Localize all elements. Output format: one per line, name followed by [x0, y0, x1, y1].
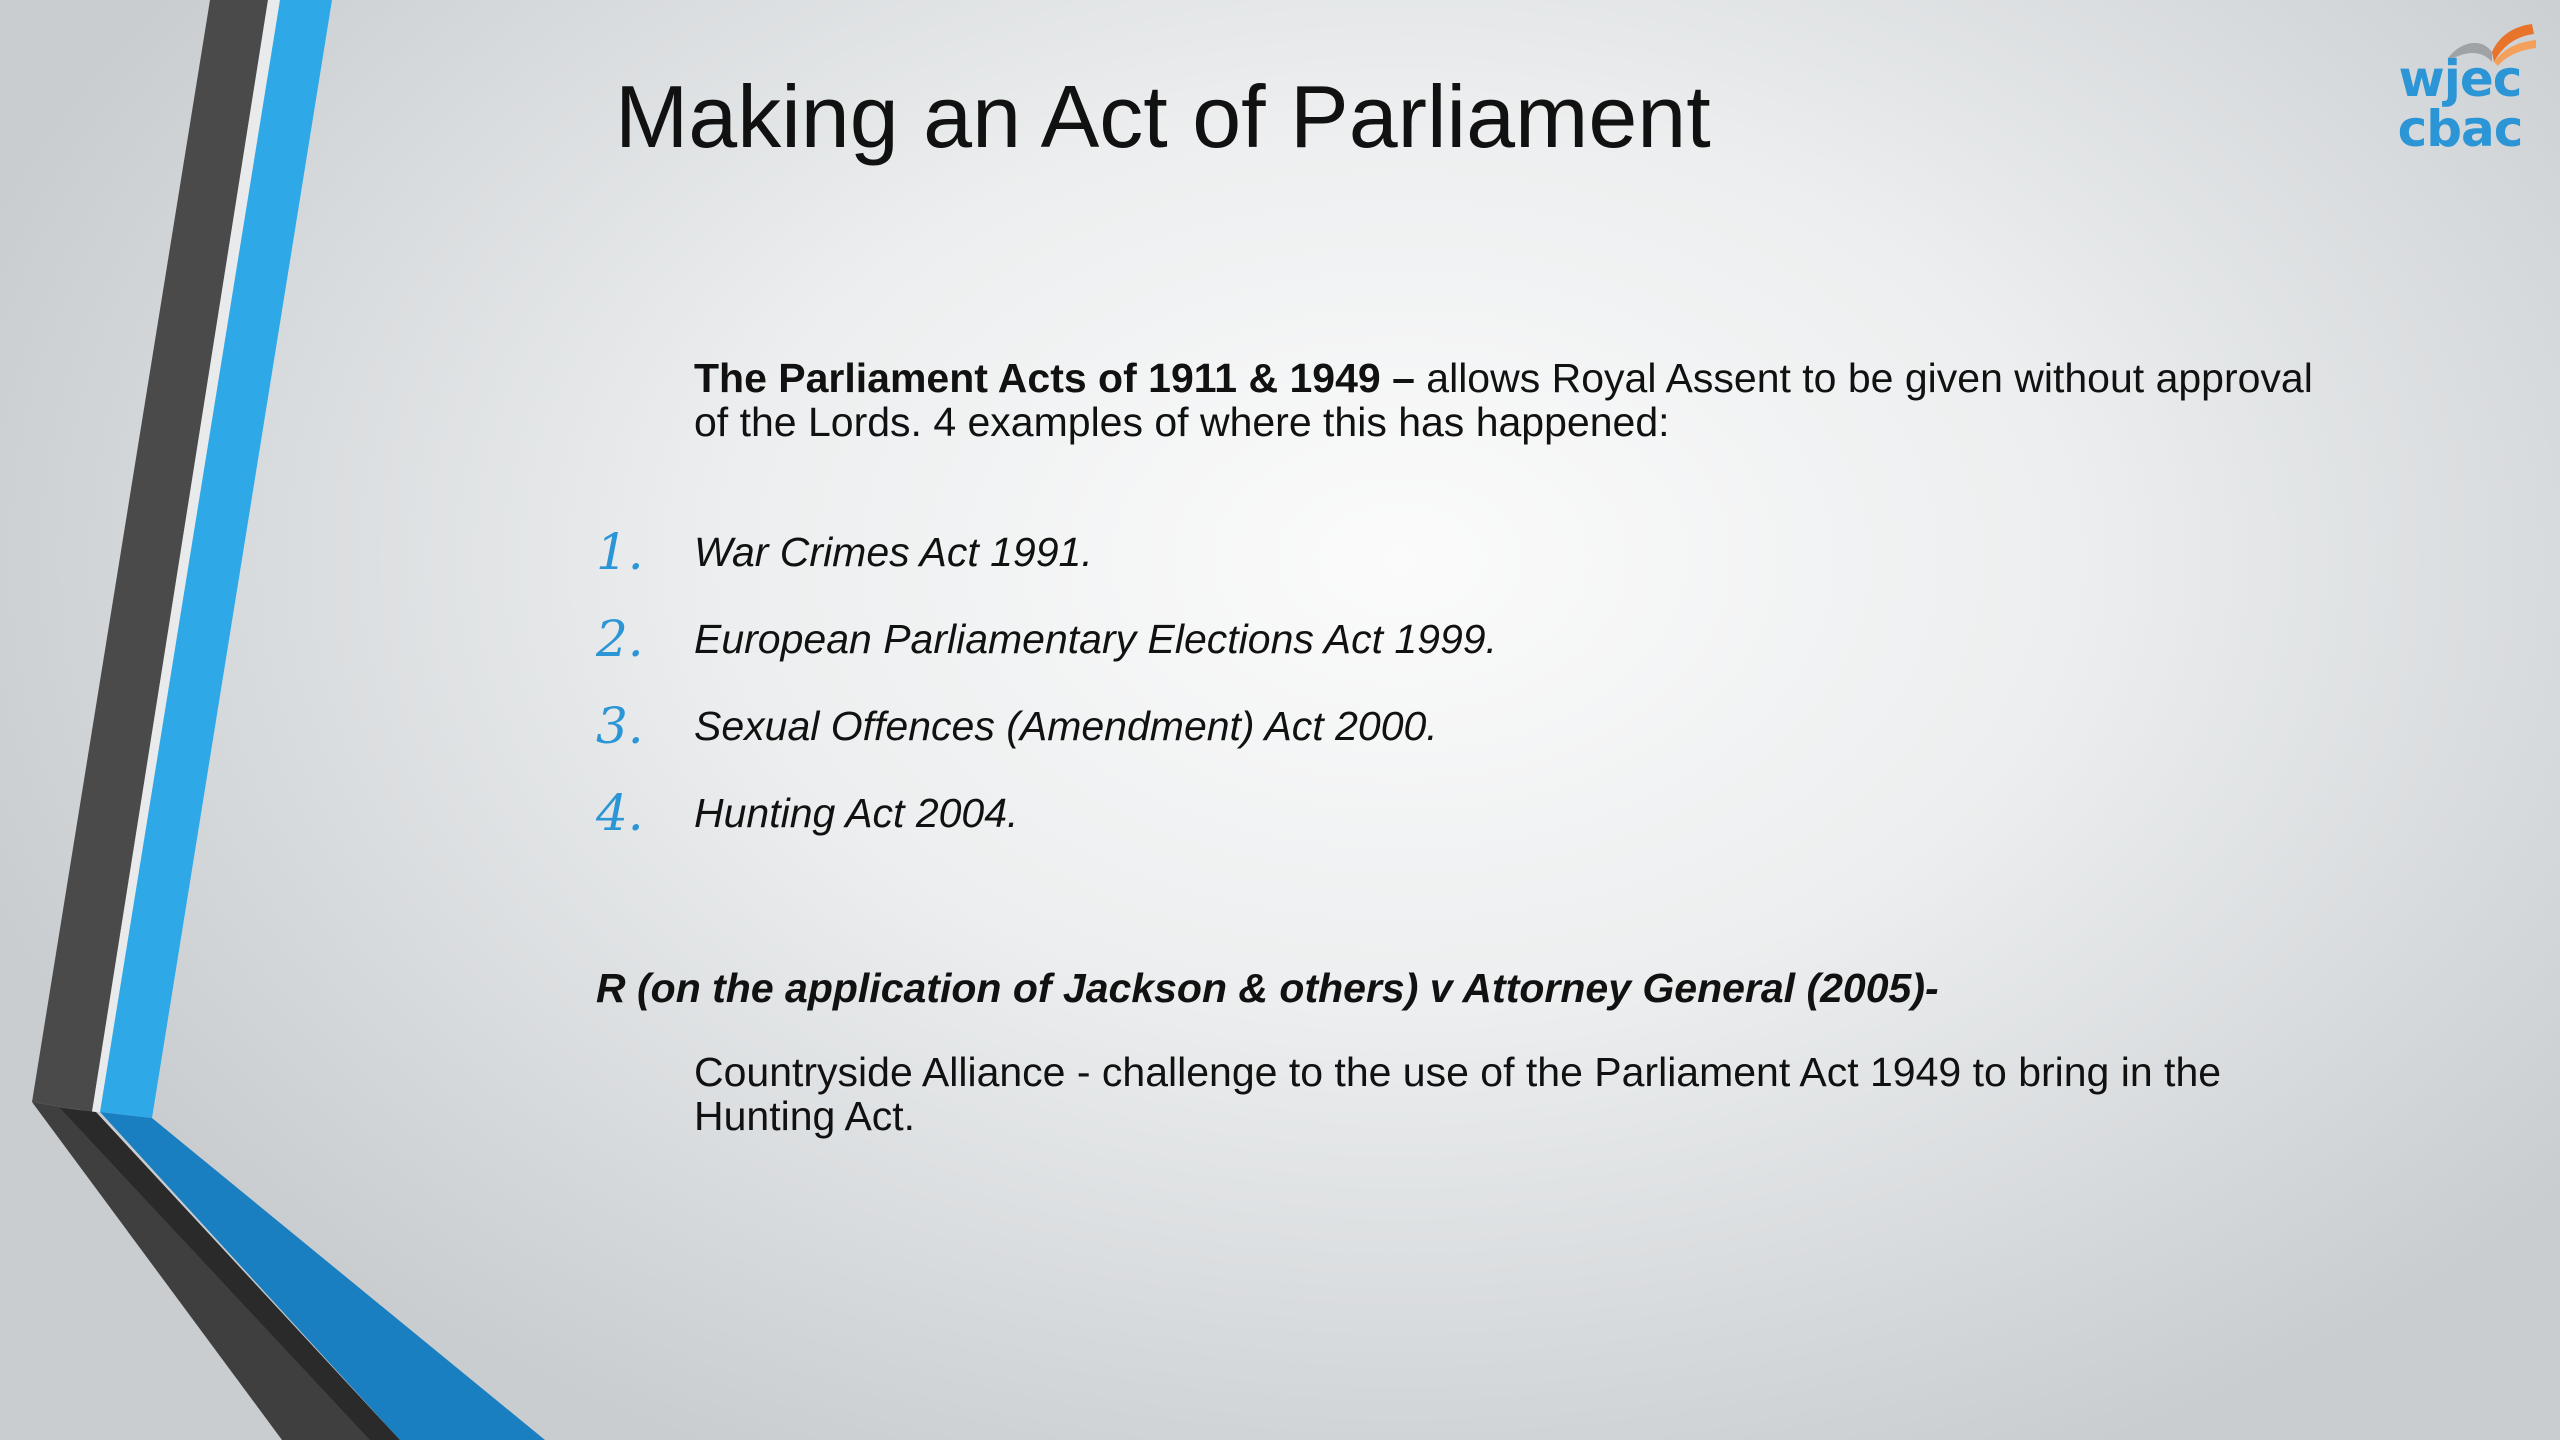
- list-text: War Crimes Act 1991.: [694, 529, 1093, 575]
- logo-text: [2380, 50, 2540, 158]
- list-text: Hunting Act 2004.: [694, 790, 1019, 836]
- logo-line-2: cbac: [2397, 100, 2523, 158]
- list-number: 2.: [596, 610, 644, 668]
- list-item: [596, 603, 2296, 690]
- list-number: 1.: [596, 523, 644, 581]
- list-item: [596, 777, 2296, 864]
- list-item: [596, 690, 2296, 777]
- intro-bold: The Parliament Acts of 1911 & 1949 –: [694, 355, 1415, 401]
- list-number: 3.: [596, 697, 644, 755]
- wjec-cbac-logo: [2380, 18, 2540, 168]
- case-title: R (on the application of Jackson & others) v Attorney General (2005)-: [596, 965, 1939, 1011]
- acts-list: [596, 516, 2296, 864]
- intro-rest: allows Royal Assent to be given without approval of the Lords. 4 examples of where this has happened:: [694, 355, 2313, 445]
- gray-stripe-lower-shadow: [60, 1108, 400, 1440]
- list-text: European Parliamentary Elections Act 1999.: [694, 616, 1497, 662]
- list-item: [596, 516, 2296, 603]
- list-number: 4.: [596, 784, 644, 842]
- intro-paragraph: [694, 356, 2314, 444]
- list-text: Sexual Offences (Amendment) Act 2000.: [694, 703, 1438, 749]
- slide-title: Making an Act of Parliament: [615, 67, 1711, 166]
- case-description: Countryside Alliance - challenge to the use of the Parliament Act 1949 to bring in the Hunting Act.: [694, 1049, 2222, 1139]
- logo-line-1: wjec: [2398, 50, 2522, 108]
